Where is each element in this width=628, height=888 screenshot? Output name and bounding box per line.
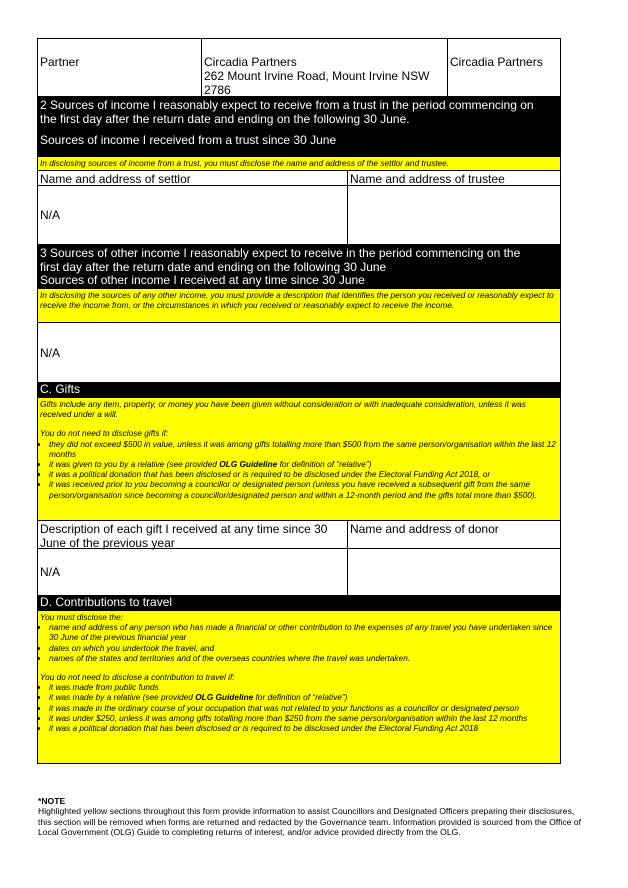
other-income-heading [38,244,560,289]
trustee-header: Name and address of trustee [347,171,560,185]
gifts-header-row [38,520,560,549]
partner-name-address [201,39,447,96]
travel-heading: D. Contributions to travel [38,595,560,611]
partner-row [38,39,560,97]
travel-note [38,611,560,763]
disclosure-form [37,38,561,764]
travel-must-lead: You must disclose the: [40,612,124,622]
travel-exemption-item: • it was made from public funds [49,682,558,692]
travel-exemption-item: • it was under $250, unless it was among gifts totalling more than $250 from the same person/organisation within the last 12 months [49,713,558,723]
donor-value [347,549,560,595]
travel-exempt-lead: You do not need to disclose a contribution to travel if: [40,672,235,683]
travel-must-list [40,622,558,663]
travel-exemption-item: • it was made in the ordinary course of your occupation that was not related to your functions as a councillor or designated person [49,703,558,713]
other-income-note: In disclosing the sources of any other income, you must provide a description that identifies the person you received or reasonably expect to receive the income from, or the circumstances in which you received or reasonably expect to receive the income. [38,289,560,322]
footer-note-text: Highlighted yellow sections throughout this form provide information to assist Councillors and Designated Officers preparing their disclosures, this section will be removed when forms are returned and redacted by the Governance team. Information provided is sourced from the Office of Local Government (OLG) Guide to completing returns of interest, and/or advice provided directly from the OLG. [38,806,581,838]
gifts-heading: C. Gifts [38,382,560,398]
trust-header-row [38,170,560,186]
other-income-value-row [38,322,560,382]
trust-value-row [38,186,560,244]
donor-header: Name and address of donor [347,521,560,548]
gifts-exemption-item: • it was a political donation that has been disclosed or is required to be disclosed under the Electoral Funding Act 2018, or [49,469,558,479]
gifts-exemption-item: • they did not exceed $500 in value, unless it was among gifts totalling more than $500 from the same person/organisation within the last 12 months [49,439,558,459]
gifts-lead: You do not need to disclose gifts if: [40,428,169,439]
footer-note [38,796,583,838]
trust-heading-line2: the first day after the return date and ending on the following 30 June. [40,111,410,126]
travel-exemption-item: • it was made by a relative (see provided OLG Guideline for definition of “relative”) [49,692,558,702]
partner-address-line2: 2786 [204,83,231,97]
travel-exemptions [40,682,558,733]
partner-label: Partner [40,55,80,69]
travel-must-item: • names of the states and territories and of the overseas countries where the travel was undertaken. [49,653,558,663]
gifts-exemptions [40,439,558,500]
travel-must-item: • dates on which you undertook the travel, and [49,643,558,653]
partner-name-2: Circadia Partners [447,39,560,96]
trust-note: In disclosing sources of income from a trust, you must disclose the name and address of the settlor and trustee. [38,157,560,170]
trustee-value [347,186,560,244]
gifts-exemption-item: • it was received prior to you becoming a councillor or designated person (unless you have received a subsequent gift from the same person/organisation since becoming a councillor/designated person and within a 12-month period and the gifts total more than $500). [49,479,558,499]
travel-must-item: • name and address of any person who has made a financial or other contribution to the expenses of any travel you have undertaken since 30 June of the previous financial year [49,622,558,642]
gifts-intro: Gifts include any item, property, or money you have been given without consideration or with inadequate consideration, unless it was received under a will. [40,399,526,420]
other-income-value: N/A [40,345,61,360]
gifts-note [38,398,560,520]
gift-description-header: Description of each gift I received at any time since 30 June of the previous year [40,522,328,550]
footer-note-heading: *NOTE [38,796,66,806]
travel-exemption-item: • it was a political donation that has been disclosed or is required to be disclosed under the Electoral Funding Act 2018 [49,723,558,733]
partner-name: Circadia Partners [204,55,297,69]
trust-subheading: Sources of income I received from a trust since 30 June [40,133,337,147]
trust-heading [38,97,560,157]
other-income-heading-line2: first day after the return date and ending on the following 30 June [40,259,387,274]
settlor-value: N/A [40,208,61,222]
other-income-heading-line3: Sources of other income I received at any time since 30 June [40,273,365,287]
gifts-value-row [38,549,560,595]
gift-description-value: N/A [40,565,61,579]
settlor-header: Name and address of settlor [40,172,191,186]
gifts-exemption-item: • it was given to you by a relative (see provided OLG Guideline for definition of “relative”) [49,459,558,469]
partner-address-line1: 262 Mount Irvine Road, Mount Irvine NSW [204,69,430,83]
trust-heading-line1: 2 Sources of income I reasonably expect to receive from a trust in the period commencing on [40,98,534,112]
other-income-heading-line1: 3 Sources of other income I reasonably expect to receive in the period commencing on the [40,246,521,260]
